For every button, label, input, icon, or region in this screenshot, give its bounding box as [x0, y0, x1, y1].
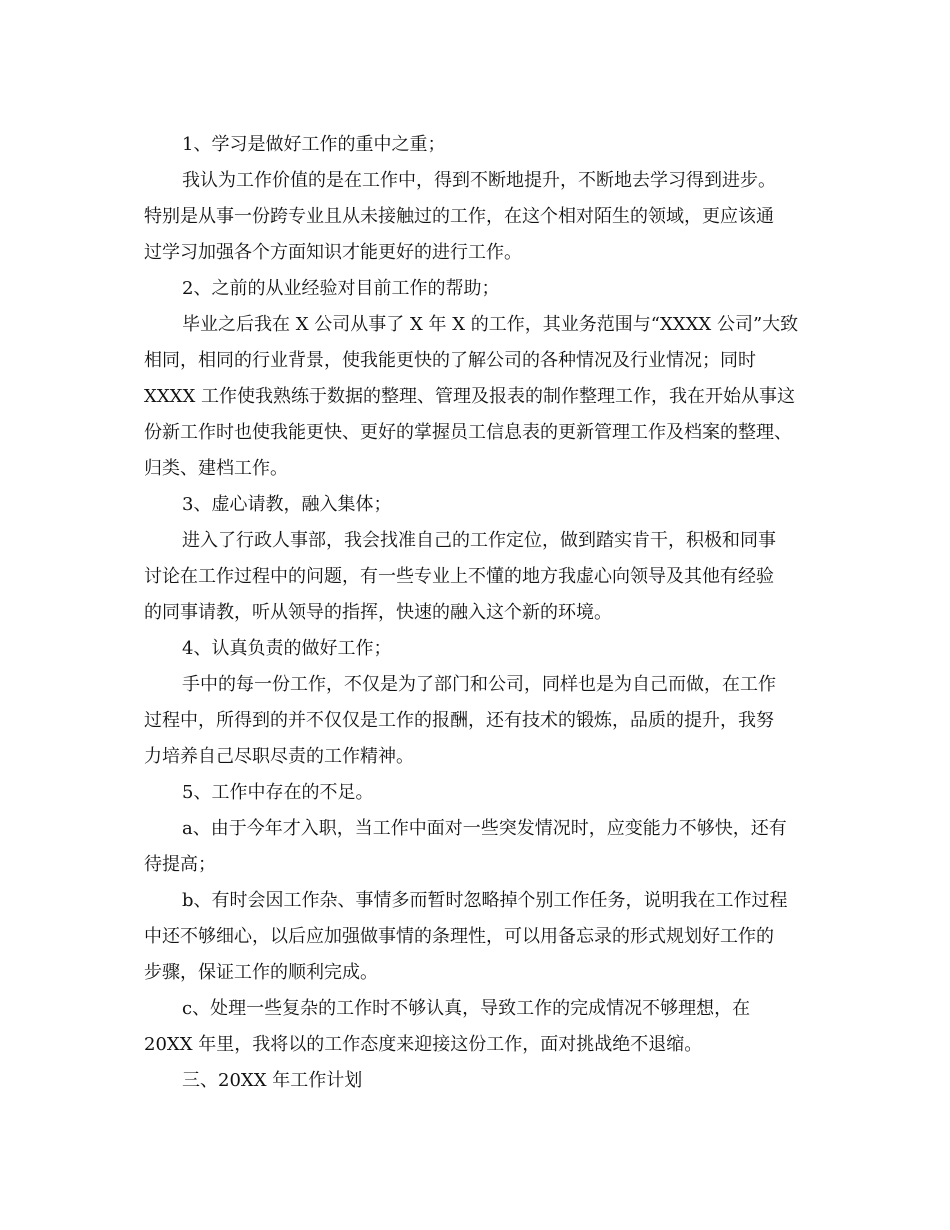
section-heading-shortcomings: 5、工作中存在的不足。 — [182, 782, 374, 803]
section-heading-learning: 1、学习是做好工作的重中之重； — [182, 134, 446, 155]
paragraph-line: 待提高； — [144, 854, 216, 875]
paragraph-line: 20XX 年里，我将以的工作态度来迎接这份工作，面对挑战绝不退缩。 — [144, 1034, 703, 1055]
paragraph-line: 过程中，所得到的并不仅仅是工作的报酬，还有技术的锻炼，品质的提升，我努 — [144, 710, 774, 731]
paragraph-line: 过学习加强各个方面知识才能更好的进行工作。 — [144, 242, 522, 263]
paragraph-line: 特别是从事一份跨专业且从未接触过的工作，在这个相对陌生的领域，更应该通 — [144, 206, 774, 227]
paragraph-line: a、由于今年才入职，当工作中面对一些突发情况时，应变能力不够快，还有 — [182, 818, 787, 839]
paragraph-line: 步骤，保证工作的顺利完成。 — [144, 962, 378, 983]
paragraph-line: 相同，相同的行业背景，使我能更快的了解公司的各种情况及行业情况；同时 — [144, 350, 756, 371]
paragraph-line: 归类、建档工作。 — [144, 458, 288, 479]
section-heading-humble: 3、虚心请教，融入集体； — [182, 494, 392, 515]
paragraph-line: b、有时会因工作杂、事情多而暂时忽略掉个别工作任务，说明我在工作过程 — [182, 890, 788, 911]
paragraph-line: c、处理一些复杂的工作时不够认真，导致工作的完成情况不够理想，在 — [182, 998, 751, 1019]
paragraph-line: XXXX 工作使我熟练于数据的整理、管理及报表的制作整理工作，我在开始从事这 — [144, 386, 795, 407]
section-heading-experience: 2、之前的从业经验对目前工作的帮助； — [182, 278, 500, 299]
section-heading-plan: 三、20XX 年工作计划 — [182, 1070, 363, 1091]
section-heading-responsible: 4、认真负责的做好工作； — [182, 638, 392, 659]
paragraph-line: 进入了行政人事部，我会找准自己的工作定位，做到踏实肯干，积极和同事 — [182, 530, 776, 551]
paragraph-line: 我认为工作价值的是在工作中，得到不断地提升，不断地去学习得到进步。 — [182, 170, 776, 191]
paragraph-line: 中还不够细心，以后应加强做事情的条理性，可以用备忘录的形式规划好工作的 — [144, 926, 774, 947]
paragraph-line: 手中的每一份工作，不仅是为了部门和公司，同样也是为自己而做，在工作 — [182, 674, 776, 695]
paragraph-line: 份新工作时也使我能更快、更好的掌握员工信息表的更新管理工作及档案的整理、 — [144, 422, 792, 443]
paragraph-line: 讨论在工作过程中的问题，有一些专业上不懂的地方我虚心向领导及其他有经验 — [144, 566, 774, 587]
document-body — [144, 127, 814, 1099]
paragraph-line: 毕业之后我在 X 公司从事了 X 年 X 的工作，其业务范围与“XXXX 公司”大致 — [182, 314, 799, 335]
paragraph-line: 的同事请教，听从领导的指挥，快速的融入这个新的环境。 — [144, 602, 612, 623]
paragraph-line: 力培养自己尽职尽责的工作精神。 — [144, 746, 414, 767]
